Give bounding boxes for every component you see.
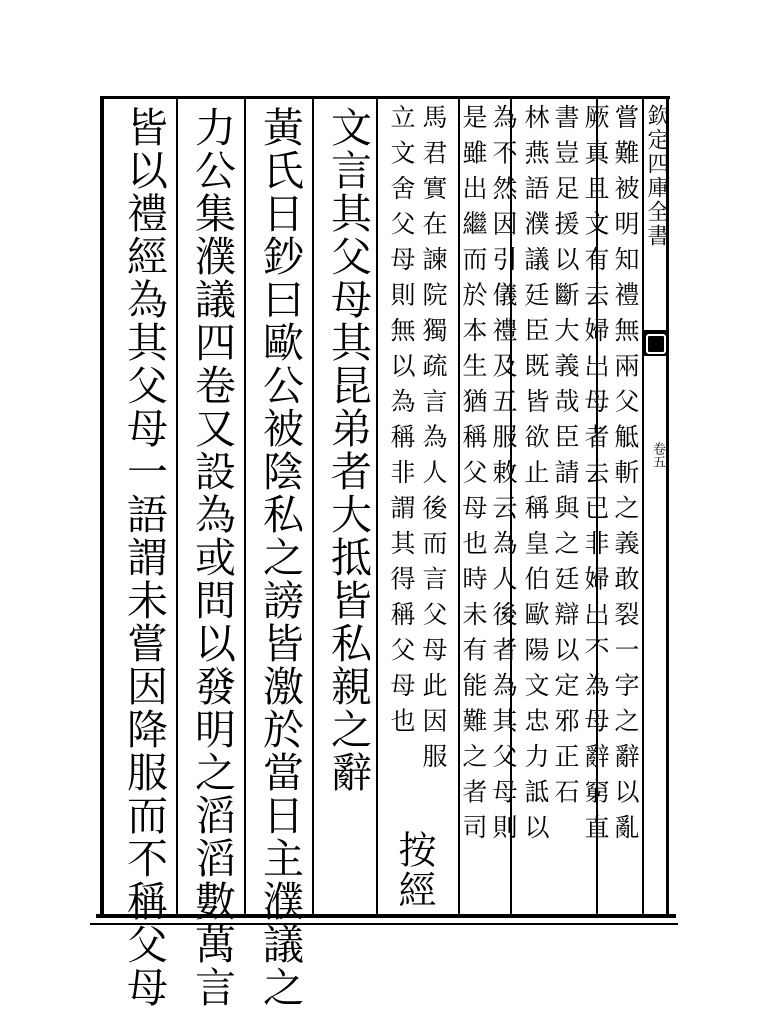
column-rule xyxy=(376,96,378,916)
text-column-9: 文言其父母其昆弟者大抵皆私親之辭 xyxy=(324,106,372,794)
frame-left-line xyxy=(100,96,104,918)
text-column-10: 黃氏日鈔曰歐公被陰私之謗皆激於當日主濮議之 xyxy=(256,106,304,1009)
column-rule xyxy=(244,96,246,916)
volume-label: 卷五 xyxy=(650,442,665,468)
text-column-5: 為不然因引儀禮及五服敕云為人後者為其父母則 xyxy=(489,104,518,850)
text-column-8: 立文舍父母則無以為稱非謂其得稱父母也 xyxy=(387,104,416,743)
annotation-mark: 按經 xyxy=(392,830,436,910)
column-rule xyxy=(176,96,178,916)
frame-bottom-line xyxy=(96,914,676,918)
text-column-2: 厥真且文有去婦出母者去已非婦出不為母辭窮直 xyxy=(581,104,610,850)
frame-bottom-line-thin xyxy=(90,923,678,925)
text-column-11: 力公集濮議四卷又設為或問以發明之滔滔數萬言 xyxy=(188,106,236,1009)
text-column-3: 書豈足援以斷大義哉臣請與之廷辯以定邪正石 xyxy=(551,104,580,814)
frame-top-line xyxy=(100,96,670,99)
text-column-7: 馬君實在諫院獨疏言為人後而言父母此因服 xyxy=(419,104,448,779)
book-title: 欽定四庫全書 xyxy=(644,104,669,248)
text-column-12: 皆以禮經為其父母一語謂未嘗因降服而不稱父母 xyxy=(120,106,168,1009)
column-rule xyxy=(312,96,314,916)
text-column-6: 是雖出繼而於本生猶稱父母也時未有能難之者司 xyxy=(459,104,488,850)
text-column-4: 林燕語濮議廷臣既皆欲止稱皇伯歐陽文忠力詆以 xyxy=(521,104,550,850)
fish-tail-icon xyxy=(646,334,666,354)
text-column-1: 嘗難被明知禮無兩父觝斬之義敢裂一字之辭以亂 xyxy=(611,104,640,850)
